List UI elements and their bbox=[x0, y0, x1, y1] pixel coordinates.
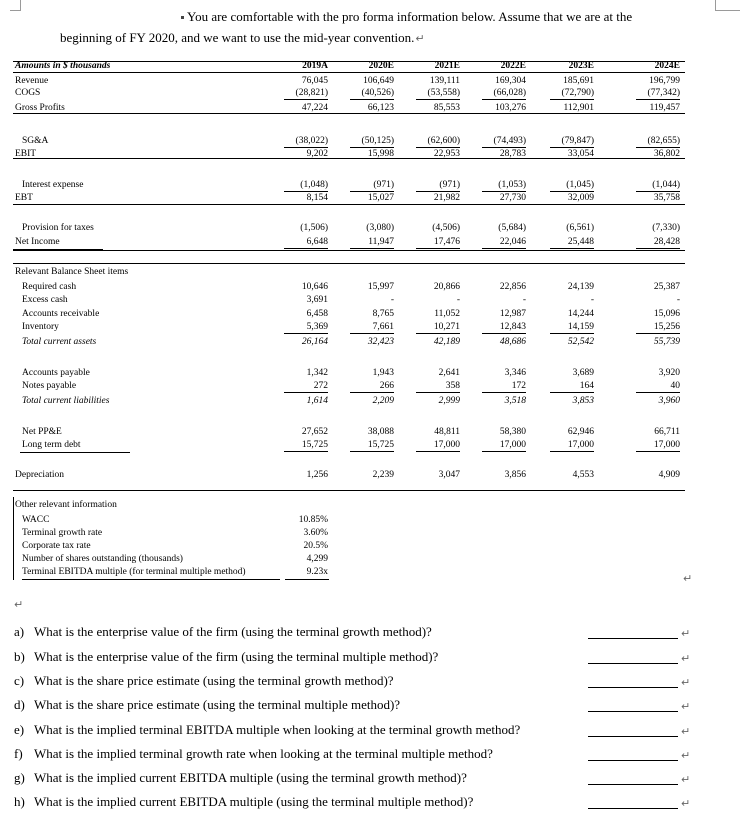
value-cell: 27,652 bbox=[301, 427, 328, 437]
row-label: Provision for taxes bbox=[22, 223, 94, 233]
other-info-value: 3.60% bbox=[303, 528, 328, 538]
value-cell: - bbox=[590, 295, 594, 305]
answer-blank[interactable] bbox=[588, 638, 678, 639]
question-item bbox=[14, 697, 400, 713]
value-cell: 119,457 bbox=[649, 103, 680, 113]
value-cell: 32,009 bbox=[567, 193, 594, 203]
question-text: What is the implied current EBITDA multiple (using the terminal growth method)? bbox=[34, 770, 467, 785]
intro-line-1: You are comfortable with the pro forma information below. Assume that we are at the bbox=[187, 9, 633, 24]
value-cell: 14,159 bbox=[550, 322, 594, 334]
row-label: Accounts receivable bbox=[22, 309, 100, 319]
value-cell: (971) bbox=[350, 180, 394, 192]
answer-blank[interactable] bbox=[588, 760, 678, 761]
value-cell: 2,209 bbox=[372, 396, 394, 406]
value-cell: 10,646 bbox=[301, 282, 328, 292]
value-cell: 15,725 bbox=[350, 440, 394, 452]
other-info-value: 4,299 bbox=[306, 554, 328, 564]
value-cell: (38,022) bbox=[284, 136, 328, 148]
value-cell: 47,224 bbox=[301, 103, 328, 113]
question-letter: f) bbox=[14, 746, 23, 761]
return-mark-icon: ↵ bbox=[681, 749, 691, 762]
value-cell: 22,856 bbox=[499, 282, 526, 292]
value-cell: 11,052 bbox=[434, 309, 460, 319]
value-cell: 24,139 bbox=[567, 282, 594, 292]
bullet-marker bbox=[181, 16, 184, 19]
value-cell: - bbox=[676, 295, 680, 305]
answer-blank[interactable] bbox=[588, 687, 678, 688]
year-header: 2021E bbox=[434, 61, 460, 71]
value-cell: (1,044) bbox=[636, 180, 680, 192]
value-cell: - bbox=[456, 295, 460, 305]
units-label: Amounts in $ thousands bbox=[15, 61, 111, 71]
value-cell: 3,960 bbox=[658, 396, 680, 406]
value-cell: (1,053) bbox=[482, 180, 526, 192]
value-cell: 40 bbox=[636, 381, 680, 393]
value-cell: 21,982 bbox=[433, 193, 460, 203]
value-cell: (82,655) bbox=[636, 136, 680, 148]
value-cell: 7,661 bbox=[350, 322, 394, 334]
question-letter: g) bbox=[14, 770, 25, 785]
year-header: 2020E bbox=[368, 61, 394, 71]
row-label: Net Income bbox=[15, 237, 60, 247]
question-text: What is the enterprise value of the firm (using the terminal growth method)? bbox=[34, 624, 432, 639]
question-text: What is the implied terminal growth rate when looking at the terminal multiple method? bbox=[34, 746, 493, 761]
value-cell: (7,330) bbox=[652, 223, 680, 233]
return-mark-icon: ↵ bbox=[681, 797, 691, 810]
value-cell: (66,028) bbox=[482, 88, 526, 100]
row-label: Required cash bbox=[22, 282, 77, 292]
value-cell: (971) bbox=[416, 180, 460, 192]
question-letter: d) bbox=[14, 697, 25, 712]
value-cell: 3,689 bbox=[572, 368, 594, 378]
other-info-title: Other relevant information bbox=[15, 500, 117, 510]
value-cell: 28,783 bbox=[499, 149, 526, 159]
value-cell: (50,125) bbox=[350, 136, 394, 148]
value-cell: 3,047 bbox=[438, 470, 460, 480]
value-cell: 169,304 bbox=[495, 76, 526, 86]
value-cell: 22,046 bbox=[482, 237, 526, 249]
value-cell: 20,866 bbox=[433, 282, 460, 292]
value-cell: 25,387 bbox=[653, 282, 680, 292]
value-cell: 172 bbox=[482, 381, 526, 393]
value-cell: 272 bbox=[284, 381, 328, 393]
question-item bbox=[14, 770, 467, 786]
answer-blank[interactable] bbox=[588, 711, 678, 712]
value-cell: 3,856 bbox=[504, 470, 526, 480]
value-cell: 55,739 bbox=[653, 337, 680, 347]
value-cell: 32,423 bbox=[367, 337, 394, 347]
value-cell: 12,843 bbox=[482, 322, 526, 334]
value-cell: (1,506) bbox=[300, 223, 328, 233]
row-label: EBT bbox=[15, 193, 33, 203]
question-text: What is the share price estimate (using the terminal growth method)? bbox=[34, 673, 394, 688]
value-cell: 2,999 bbox=[438, 396, 460, 406]
other-info-label: Corporate tax rate bbox=[22, 541, 91, 551]
return-mark-icon: ↵ bbox=[681, 652, 691, 665]
row-label: Accounts payable bbox=[22, 368, 90, 378]
value-cell: 15,998 bbox=[367, 149, 394, 159]
value-cell: 358 bbox=[416, 381, 460, 393]
value-cell: 17,000 bbox=[482, 440, 526, 452]
return-mark-icon: ↵ bbox=[14, 598, 24, 611]
question-item bbox=[14, 673, 394, 689]
value-cell: 15,997 bbox=[367, 282, 394, 292]
answer-blank[interactable] bbox=[588, 663, 678, 664]
value-cell: 17,476 bbox=[416, 237, 460, 249]
value-cell: (74,493) bbox=[482, 136, 526, 148]
value-cell: 15,096 bbox=[653, 309, 680, 319]
other-info-label: Terminal growth rate bbox=[22, 528, 103, 538]
value-cell: 36,802 bbox=[653, 149, 680, 159]
row-label: Total current liabilities bbox=[22, 396, 110, 406]
value-cell: 52,542 bbox=[567, 337, 594, 347]
question-letter: c) bbox=[14, 673, 25, 688]
value-cell: 26,164 bbox=[301, 337, 328, 347]
question-item bbox=[14, 794, 473, 810]
value-cell: 3,920 bbox=[658, 368, 680, 378]
page-corner-mark-right-tick bbox=[729, 10, 740, 11]
value-cell: 27,730 bbox=[499, 193, 526, 203]
other-info-label: WACC bbox=[22, 515, 50, 525]
section-separator-3 bbox=[13, 250, 685, 251]
value-cell: 3,518 bbox=[504, 396, 526, 406]
intro-line-2: beginning of FY 2020, and we want to use the mid-year convention.↵ bbox=[60, 30, 425, 45]
value-cell: (6,561) bbox=[566, 223, 594, 233]
question-letter: h) bbox=[14, 794, 25, 809]
question-letter: a) bbox=[14, 624, 25, 639]
row-label: Total current assets bbox=[22, 337, 97, 347]
other-info-value: 9.23x bbox=[306, 567, 328, 577]
section-separator-2 bbox=[13, 204, 685, 205]
value-cell: 11,947 bbox=[350, 237, 394, 249]
return-mark-icon: ↵ bbox=[681, 725, 691, 738]
value-cell: (1,045) bbox=[550, 180, 594, 192]
value-cell: 17,000 bbox=[416, 440, 460, 452]
value-cell: 6,648 bbox=[284, 237, 328, 249]
value-cell: 35,758 bbox=[653, 193, 680, 203]
section-separator-4 bbox=[13, 263, 685, 264]
value-cell: 76,045 bbox=[301, 76, 328, 86]
row-label: Inventory bbox=[22, 322, 59, 332]
value-cell: 164 bbox=[550, 381, 594, 393]
question-item bbox=[14, 649, 438, 665]
value-cell: 2,239 bbox=[372, 470, 394, 480]
value-cell: (1,048) bbox=[284, 180, 328, 192]
value-cell: 1,256 bbox=[306, 470, 328, 480]
row-label: Excess cash bbox=[22, 295, 68, 305]
value-cell: 17,000 bbox=[550, 440, 594, 452]
value-cell: 48,686 bbox=[499, 337, 526, 347]
question-text: What is the share price estimate (using the terminal multiple method)? bbox=[34, 697, 401, 712]
other-info-value: 20.5% bbox=[303, 541, 328, 551]
value-cell: 22,953 bbox=[433, 149, 460, 159]
value-cell: 15,725 bbox=[284, 440, 328, 452]
row-label: SG&A bbox=[22, 136, 49, 146]
value-cell: 17,000 bbox=[636, 440, 680, 452]
value-cell: 6,458 bbox=[306, 309, 328, 319]
value-cell: 8,154 bbox=[306, 193, 328, 203]
return-mark-icon: ↵ bbox=[683, 572, 693, 585]
year-header: 2019A bbox=[302, 61, 328, 71]
question-item bbox=[14, 746, 493, 762]
question-item bbox=[14, 624, 432, 640]
page-corner-mark-left bbox=[10, 0, 21, 11]
value-cell: (53,558) bbox=[416, 88, 460, 100]
value-cell: 42,189 bbox=[433, 337, 460, 347]
other-info-value: 10.85% bbox=[298, 515, 328, 525]
row-label: Gross Profits bbox=[15, 103, 65, 113]
value-cell: 25,448 bbox=[550, 237, 594, 249]
value-cell: 1,342 bbox=[306, 368, 328, 378]
value-cell: (62,600) bbox=[416, 136, 460, 148]
value-cell: 266 bbox=[350, 381, 394, 393]
value-cell: (4,506) bbox=[432, 223, 460, 233]
value-cell: 1,614 bbox=[306, 396, 328, 406]
other-info-label: Terminal EBITDA multiple (for terminal multiple method) bbox=[22, 567, 246, 577]
answer-blank[interactable] bbox=[588, 736, 678, 737]
row-label: Revenue bbox=[15, 76, 49, 86]
value-cell: 3,346 bbox=[504, 368, 526, 378]
value-cell: 196,799 bbox=[649, 76, 680, 86]
header-underline bbox=[13, 72, 685, 73]
value-cell: (40,526) bbox=[350, 88, 394, 100]
value-cell: (77,342) bbox=[636, 88, 680, 100]
value-cell: - bbox=[390, 295, 394, 305]
answer-blank[interactable] bbox=[588, 808, 678, 809]
value-cell: 4,553 bbox=[572, 470, 594, 480]
value-cell: (79,847) bbox=[550, 136, 594, 148]
value-cell: 62,946 bbox=[567, 427, 594, 437]
other-info-bottom-rule bbox=[22, 579, 280, 580]
row-label: Notes payable bbox=[22, 381, 77, 391]
question-text: What is the enterprise value of the firm (using the terminal multiple method)? bbox=[34, 649, 439, 664]
value-cell: 58,380 bbox=[499, 427, 526, 437]
value-cell: 33,054 bbox=[567, 149, 594, 159]
value-cell: 3,691 bbox=[306, 295, 328, 305]
answer-blank[interactable] bbox=[588, 784, 678, 785]
value-cell: 8,765 bbox=[372, 309, 394, 319]
value-cell: 10,271 bbox=[416, 322, 460, 334]
question-text: What is the implied current EBITDA multiple (using the terminal multiple method)? bbox=[34, 794, 474, 809]
value-cell: 14,244 bbox=[567, 309, 594, 319]
value-cell: 28,428 bbox=[636, 237, 680, 249]
value-cell: 66,711 bbox=[654, 427, 680, 437]
value-cell: (72,790) bbox=[550, 88, 594, 100]
year-header: 2024E bbox=[654, 61, 680, 71]
value-cell: 15,256 bbox=[636, 322, 680, 334]
section-separator-5 bbox=[13, 490, 685, 491]
other-info-label: Number of shares outstanding (thousands) bbox=[22, 554, 183, 564]
row-label: EBIT bbox=[15, 149, 37, 159]
other-info-value-rule bbox=[285, 579, 329, 580]
value-cell: 66,123 bbox=[367, 103, 394, 113]
ltdebt-underline bbox=[20, 452, 130, 453]
page-corner-mark-right bbox=[715, 0, 730, 11]
other-info-left-bar bbox=[13, 497, 14, 580]
value-cell: (3,080) bbox=[366, 223, 394, 233]
value-cell: 139,111 bbox=[429, 76, 460, 86]
value-cell: - bbox=[522, 295, 526, 305]
question-letter: b) bbox=[14, 649, 25, 664]
return-mark-icon: ↵ bbox=[681, 627, 691, 640]
value-cell: 5,369 bbox=[284, 322, 328, 334]
value-cell: (28,821) bbox=[284, 88, 328, 100]
value-cell: 9,202 bbox=[306, 149, 328, 159]
row-label: Depreciation bbox=[15, 470, 65, 480]
value-cell: 85,553 bbox=[433, 103, 460, 113]
question-text: What is the implied terminal EBITDA multiple when looking at the terminal growth method? bbox=[34, 722, 521, 737]
value-cell: 103,276 bbox=[495, 103, 526, 113]
row-label: Interest expense bbox=[22, 180, 84, 190]
year-header: 2023E bbox=[568, 61, 594, 71]
question-item bbox=[14, 722, 520, 738]
value-cell: 3,853 bbox=[572, 396, 594, 406]
return-mark-icon: ↵ bbox=[415, 32, 425, 45]
value-cell: 2,641 bbox=[438, 368, 460, 378]
year-header: 2022E bbox=[500, 61, 526, 71]
value-cell: 15,027 bbox=[367, 193, 394, 203]
value-cell: 38,088 bbox=[367, 427, 394, 437]
row-label: Relevant Balance Sheet items bbox=[15, 267, 129, 277]
value-cell: 12,987 bbox=[499, 309, 526, 319]
row-label: Net PP&E bbox=[22, 427, 62, 437]
return-mark-icon: ↵ bbox=[681, 700, 691, 713]
row-label: Long term debt bbox=[22, 440, 81, 450]
question-letter: e) bbox=[14, 722, 25, 737]
value-cell: 48,811 bbox=[434, 427, 460, 437]
value-cell: 106,649 bbox=[363, 76, 394, 86]
value-cell: (5,684) bbox=[498, 223, 526, 233]
row-label: COGS bbox=[15, 88, 41, 98]
value-cell: 1,943 bbox=[372, 368, 394, 378]
value-cell: 185,691 bbox=[563, 76, 594, 86]
value-cell: 4,909 bbox=[658, 470, 680, 480]
return-mark-icon: ↵ bbox=[681, 773, 691, 786]
netincome-underline bbox=[13, 249, 103, 250]
return-mark-icon: ↵ bbox=[681, 676, 691, 689]
value-cell: 112,901 bbox=[563, 103, 594, 113]
